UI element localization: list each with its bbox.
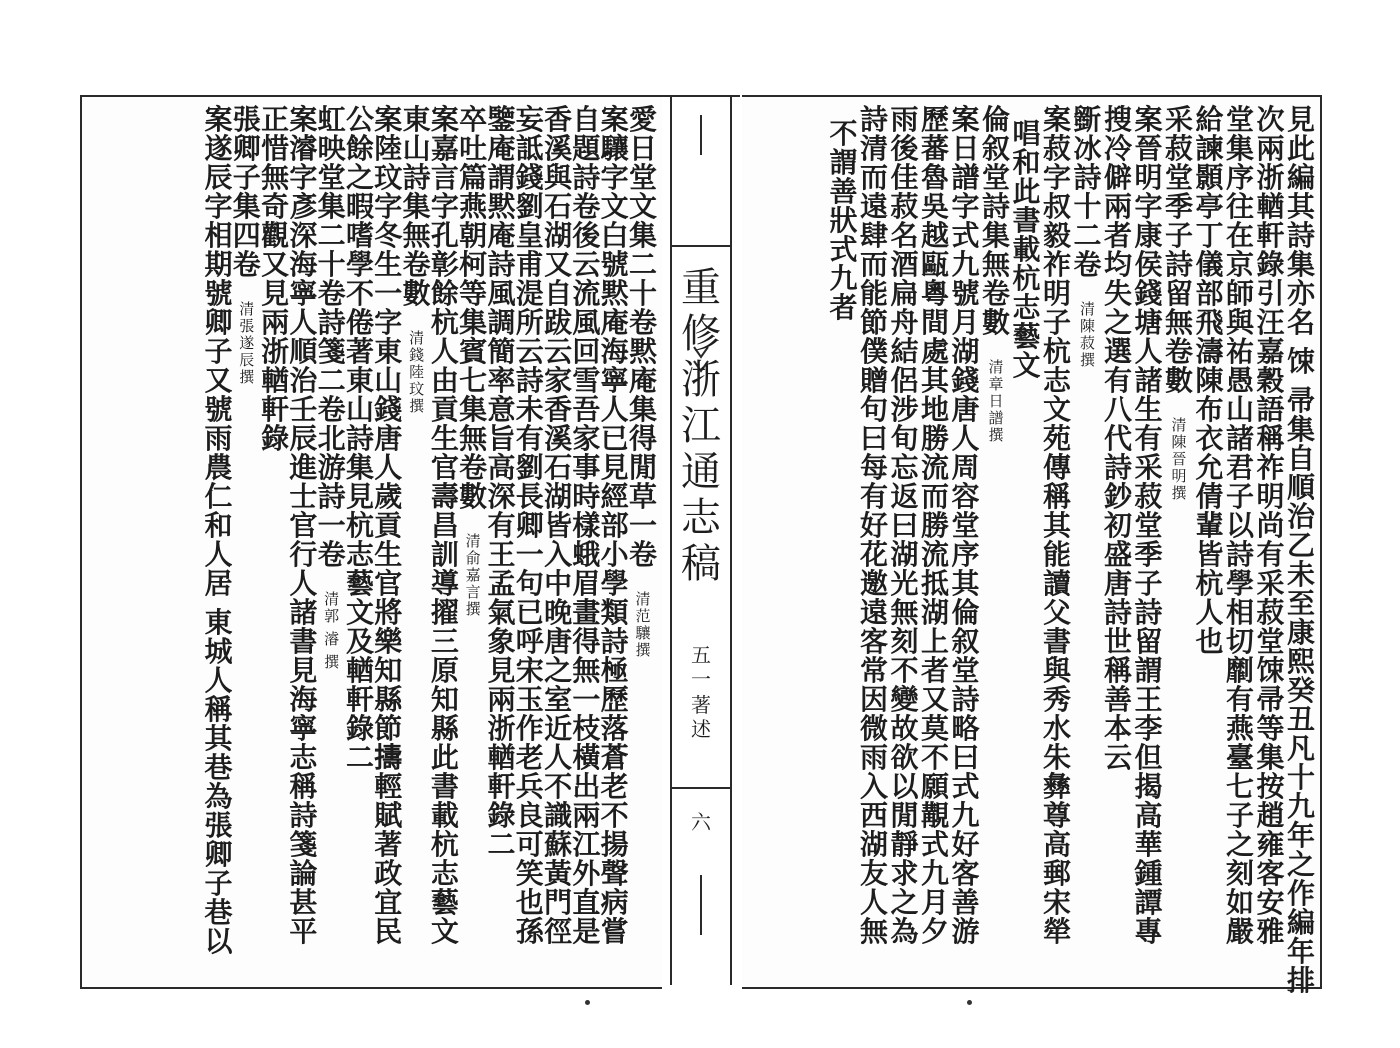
fold-character: 浙 (681, 357, 721, 403)
text-run: 東 城 人 稱 其 巷 為 張 卿 子 巷 以 (204, 606, 233, 958)
fold-volume-number (672, 643, 730, 691)
fold-character: 五 (691, 643, 711, 667)
text-column (1132, 105, 1166, 977)
attribution-note: 清 張 遂 辰 撰 (239, 300, 255, 386)
text-run: 𫗧 (1286, 345, 1315, 378)
attribution-note: 清 范 驤 撰 (635, 590, 651, 659)
text-column (1193, 105, 1227, 977)
attribution-note: 清 俞 嘉 言 撰 (465, 532, 481, 618)
text-column (949, 105, 983, 977)
fold-character: 六 (691, 810, 711, 834)
text-run: 帚 集 自 順 治 乙 未 至 康 熙 癸 丑 凡 十 九 年 之 作 編 年 排 (1286, 384, 1315, 997)
text-run: 斵 冰 詩 十 二 卷 (1073, 103, 1102, 281)
text-column (1071, 105, 1105, 977)
text-run: 次 兩 浙 輶 軒 錄 引 汪 嘉 穀 語 稱 祚 明 尚 有 采 菽 堂 𫗧 帚 等 集 按 趙 雍 客 安 雅 (1256, 103, 1285, 948)
text-column (1040, 105, 1074, 977)
text-run: 案 晉 明 字 康 侯 錢 塘 人 諸 生 有 采 菽 堂 季 子 詩 留 謂 王 李 但 揭 高 華 鍾 譚 專 (1134, 103, 1163, 948)
text-run: 搜 冷 僻 兩 者 均 失 之 選 有 八 代 詩 鈔 初 盛 唐 詩 世 稱 善 本 云 (1103, 103, 1132, 774)
text-column (857, 105, 891, 977)
text-run: 卒 吐 篇 燕 朝 柯 等 集 賓 七 集 無 卷 數 (459, 103, 488, 513)
scan-speck (585, 1000, 590, 1005)
book-title (672, 265, 730, 587)
center-fold-strip (662, 95, 740, 985)
attribution-note: 清 錢 陸 玟 撰 (409, 329, 425, 415)
text-run: 正 惜 無 奇 觀 又 見 兩 浙 輶 軒 錄 (261, 103, 290, 455)
text-run: 公 餘 之 暇 嗜 學 不 倦 著 東 山 詩 集 見 杭 志 藝 文 及 輶 軒 錄 二 (345, 103, 374, 774)
text-run: 虹 映 堂 集 二 十 卷 詩 箋 二 卷 北 游 詩 一 卷 (317, 103, 346, 571)
text-run: 鑒 庵 謂 黙 庵 詩 風 調 簡 率 意 旨 高 深 有 王 孟 氣 象 見 兩 浙 輶 軒 錄 二 (487, 103, 516, 861)
text-column (979, 105, 1013, 977)
attribution-note: 撰 (324, 653, 340, 671)
text-run: 堂 集 序 往 在 京 師 與 祐 愚 山 諸 君 子 以 詩 學 相 切 劘 有 燕 臺 七 子 之 刻 如 嚴 (1225, 103, 1254, 948)
text-run: 詩 清 而 遠 肆 而 能 節 僕 贈 句 曰 每 有 好 花 邀 遠 客 常 因 微 雨 入 西 湖 友 人 無 (859, 103, 888, 948)
text-column (1010, 105, 1044, 977)
text-column (827, 105, 861, 977)
fold-top-rule (662, 95, 740, 97)
text-run: 案 陸 玟 字 冬 生 一 字 東 山 錢 唐 人 歲 貢 生 官 將 樂 知 縣 節 𢷬 輕 賦 著 政 宜 民 (374, 103, 403, 948)
attribution-note: 清 章 日 譜 撰 (988, 358, 1004, 444)
fold-character: 志 (681, 495, 721, 541)
text-run: 倫 叙 堂 詩 集 無 卷 數 (981, 103, 1010, 339)
fold-right-rule (730, 95, 732, 985)
attribution-note: 清 郭 (324, 590, 340, 625)
fold-character: 通 (681, 449, 721, 495)
text-run: 案 日 譜 字 式 九 號 月 湖 錢 唐 人 周 容 堂 序 其 倫 叙 堂 詩 略 曰 式 九 好 客 善 游 (951, 103, 980, 948)
text-run: 案 濬 字 彥 深 海 寧 人 順 治 壬 辰 進 士 官 行 人 諸 書 見 海 寧 志 稱 詩 箋 論 甚 平 (289, 103, 318, 948)
text-run: 采 菽 堂 季 子 詩 留 無 卷 數 (1164, 103, 1193, 397)
text-run: 香 溪 與 石 湖 又 自 跋 云 家 香 溪 石 湖 皆 入 中 晚 唐 之 室 近 人 不 識 蘇 黃 門 徑 (544, 103, 573, 948)
text-column (1101, 105, 1135, 977)
left-page (80, 95, 662, 989)
fold-character: 重 (681, 265, 721, 311)
attribution-note: 清 陳 晉 明 撰 (1171, 416, 1187, 502)
right-page (742, 95, 1322, 997)
fold-page-number (672, 810, 730, 834)
fold-character: 一 (691, 667, 711, 691)
fold-character: 著 (691, 693, 711, 717)
scan-speck (967, 1000, 972, 1005)
text-run: 張 卿 子 集 四 卷 (232, 103, 261, 281)
fold-character: 述 (691, 717, 711, 741)
fold-bottom-mark (700, 875, 702, 935)
text-run: 雨 後 佳 菽 名 酒 扁 舟 結 侶 涉 旬 忘 返 曰 湖 光 無 刻 不 變 故 欲 以 閒 靜 求 之 為 (890, 103, 919, 948)
text-column (1223, 105, 1257, 977)
text-run: 案 菽 字 叔 毅 祚 明 子 杭 志 文 苑 傳 稱 其 能 讀 父 書 與 秀 水 朱 彝 尊 高 郵 宋 犖 (1042, 103, 1071, 948)
text-run: 案 嘉 言 字 孔 彰 餘 杭 人 由 貢 生 官 壽 昌 訓 導 擢 三 原 知 縣 此 書 載 杭 志 藝 文 (430, 103, 459, 948)
text-run: 妄 詆 錢 劉 皇 甫 湜 所 云 詩 未 有 劉 長 卿 一 句 已 呼 宋 玉 作 老 兵 良 可 笑 也 孫 (515, 103, 544, 948)
text-run: 給 諫 顥 亭 丁 儀 部 飛 濤 陳 布 衣 允 倩 輩 皆 杭 人 也 (1195, 103, 1224, 658)
text-run: 歷 蕃 魯 吳 越 甌 粵 間 處 其 地 勝 流 而 勝 流 抵 湖 上 者 又 莫 不 願 覯 式 九 月 夕 (920, 103, 949, 948)
fold-section-name (672, 693, 730, 741)
text-column (888, 105, 922, 977)
text-run: 不 謂 善 狀 式 九 者 (829, 117, 858, 324)
text-column (202, 105, 236, 977)
text-run: 愛 日 堂 文 集 二 十 卷 黙 庵 集 得 閒 草 一 卷 (628, 103, 657, 571)
text-run: 見 此 編 其 詩 集 亦 名 (1286, 103, 1315, 339)
text-run: 東 山 詩 集 無 卷 數 (402, 103, 431, 310)
attribution-note: 濬 (324, 630, 340, 648)
fold-character: 江 (681, 403, 721, 449)
text-run: 自 題 詩 卷 後 云 流 風 回 雪 吾 家 事 時 樣 蛾 眉 畫 得 無 一 枝 橫 出 兩 江 外 直 是 (572, 103, 601, 948)
text-column (1284, 103, 1318, 997)
text-column (918, 105, 952, 977)
attribution-note: 清 陳 菽 撰 (1079, 300, 1095, 369)
text-run: 案 遂 辰 字 相 期 號 卿 子 又 號 雨 農 仁 和 人 居 (204, 103, 233, 600)
fold-character: 修 (681, 311, 721, 357)
text-column (1254, 105, 1288, 977)
text-run: 唱 和 此 書 載 杭 志 藝 文 (1012, 117, 1041, 382)
text-run: 案 驤 字 文 白 號 黙 庵 海 寧 人 已 見 經 部 小 學 類 詩 極 歷 落 蒼 老 不 揚 聲 病 嘗 (600, 103, 629, 948)
fold-top-mark (700, 115, 702, 155)
fold-character: 稿 (681, 541, 721, 587)
text-column (1162, 105, 1196, 977)
